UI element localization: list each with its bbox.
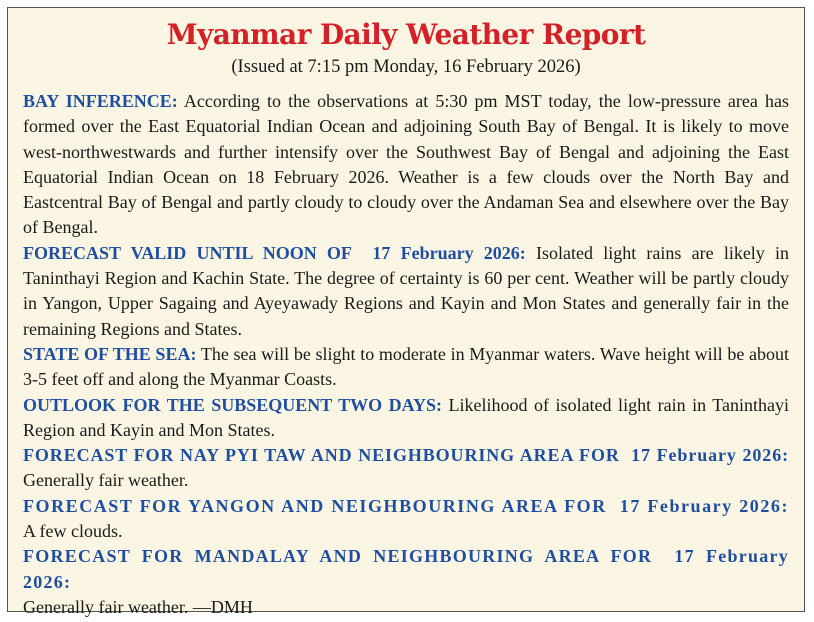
section-text: Isolated light rains are likely in Taninthayi Region and Kachin State. The degree of certainty is 60 per cent. Weather will be partly cloudy in Yangon, Upper Sagaing and Ayeyawady Regions and Kayin and Mon States and generally fair in the remaining Regions and States. <box>23 242 790 339</box>
report-title: Myanmar Daily Weather Report <box>166 18 646 51</box>
section-heading: OUTLOOK FOR THE SUBSEQUENT TWO DAYS: <box>23 394 443 415</box>
section-heading <box>23 544 789 595</box>
section-bay-inference <box>23 89 789 241</box>
weather-report-box <box>7 7 805 617</box>
heading-text: FORECAST VALID UNTIL NOON OF <box>23 242 352 263</box>
heading-date: 17 February 2026: <box>631 445 789 466</box>
section-outlook <box>23 393 789 444</box>
section-text: The sea will be slight to moderate in Myanmar waters. Wave height will be about 3-5 feet off and along the Myanmar Coasts. <box>23 343 790 390</box>
section-text: According to the observations at 5:30 pm MST today, the low-pressure area has formed over the East Equatorial Indian Ocean and adjoining South Bay of Bengal. It is likely to move west-northwestwards and further intensify over the Southwest Bay of Bengal and adjoining the East Equatorial Indian Ocean on 18 February 2026. Weather is a few clouds over the North Bay and Eastcentral Bay of Bengal and partly cloudy to cloudy over the Andaman Sea and elsewhere over the Bay of Bengal. <box>23 91 789 238</box>
issued-time: (Issued at 7:15 pm Monday, 16 February 2026) <box>231 57 581 77</box>
section-forecast-mandalay <box>23 544 789 620</box>
section-heading: BAY INFERENCE: <box>23 91 178 111</box>
heading-date: 17 February 2026: <box>372 242 526 263</box>
section-forecast-nay-pyi-taw <box>23 443 789 494</box>
section-forecast-valid <box>23 241 789 342</box>
section-text: Generally fair weather. —DMH <box>23 596 253 617</box>
section-text: Generally fair weather. <box>23 470 189 491</box>
section-heading <box>23 443 789 468</box>
section-forecast-yangon <box>23 494 789 545</box>
heading-text: FORECAST FOR YANGON AND NEIGHBOURING AREA FOR <box>23 495 607 516</box>
heading-text: FORECAST FOR MANDALAY AND NEIGHBOURING AREA FOR <box>23 546 653 567</box>
section-heading: STATE OF THE SEA: <box>23 343 197 364</box>
heading-date: 17 February 2026: <box>619 495 789 516</box>
section-state-of-sea <box>23 342 789 393</box>
heading-text: FORECAST FOR NAY PYI TAW AND NEIGHBOURING AREA FOR <box>23 445 620 466</box>
section-heading <box>23 243 526 263</box>
heading-date: 17 February 2026: <box>23 546 790 592</box>
section-text: A few clouds. <box>23 521 123 542</box>
section-text: Likelihood of isolated light rain in Taninthayi Region and Kayin and Mon States. <box>23 394 789 440</box>
section-heading <box>23 494 789 519</box>
